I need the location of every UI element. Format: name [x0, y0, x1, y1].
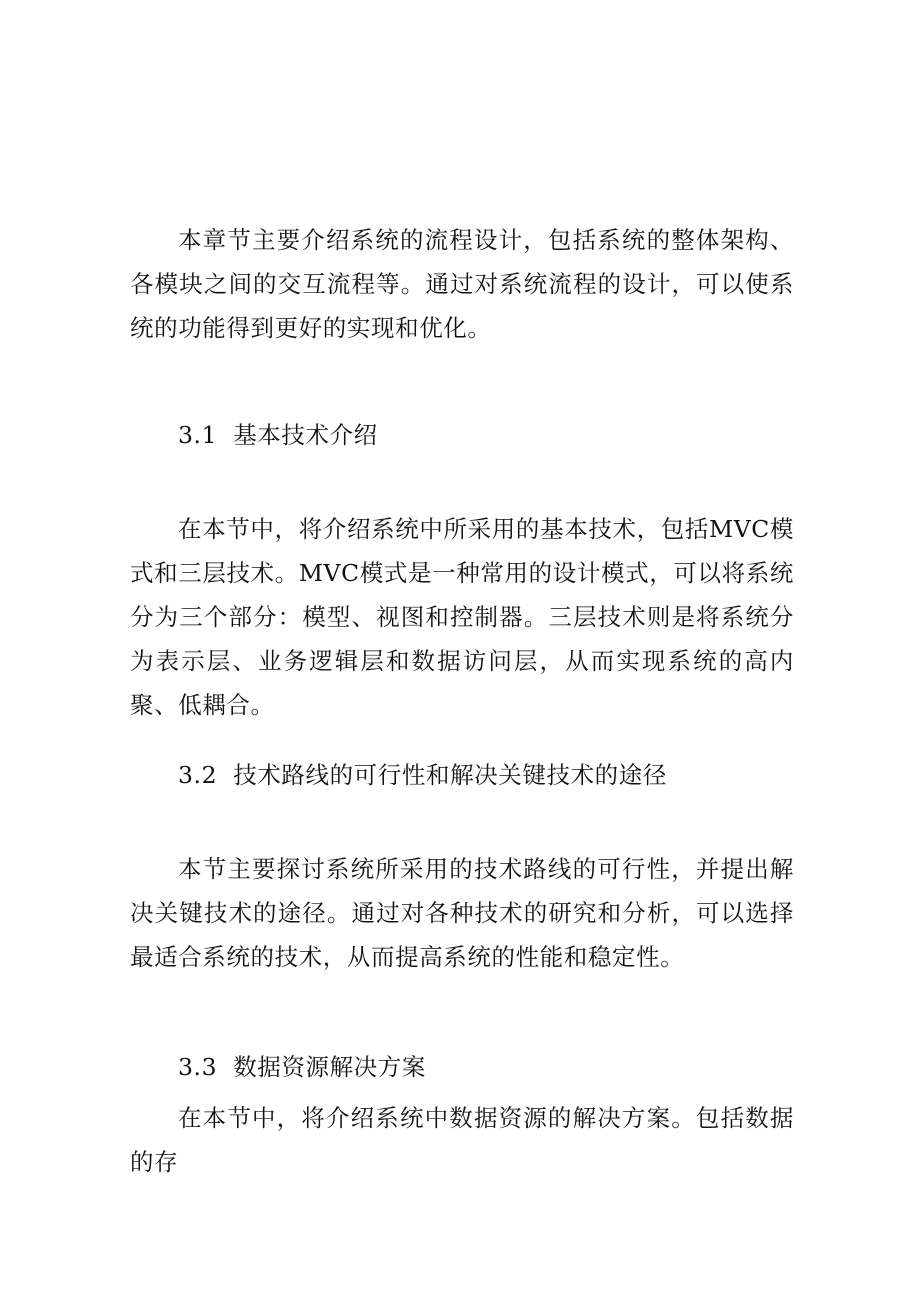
section-3-2-number: 3.2: [178, 761, 218, 789]
section-3-3-heading: [178, 1052, 426, 1082]
section-3-1-heading: [178, 420, 378, 450]
section-3-1-number: 3.1: [178, 421, 218, 449]
section-3-3-number: 3.3: [178, 1053, 218, 1081]
section-3-3-body: 在本节中，将介绍系统中数据资源的解决方案。包括数据的存: [130, 1104, 794, 1176]
intro-paragraph: 本章节主要介绍系统的流程设计，包括系统的整体架构、各模块之间的交互流程等。通过对系统流程的设计，可以使系统的功能得到更好的实现和优化。: [130, 226, 794, 342]
section-3-2-title: 技术路线的可行性和解决关键技术的途径: [233, 761, 667, 789]
section-3-1-body: 在本节中，将介绍系统中所采用的基本技术，包括MVC模式和三层技术。MVC模式是一种常用的设计模式，可以将系统分为三个部分：模型、视图和控制器。三层技术则是将系统分为表示层、业务逻辑层和数据访问层，从而实现系统的高内聚、低耦合。: [130, 515, 794, 719]
section-3-3-title: 数据资源解决方案: [233, 1053, 426, 1081]
section-3-2-body: 本节主要探讨系统所采用的技术路线的可行性，并提出解决关键技术的途径。通过对各种技术的研究和分析，可以选择最适合系统的技术，从而提高系统的性能和稳定性。: [130, 855, 794, 971]
section-3-1-title: 基本技术介绍: [233, 421, 378, 449]
section-3-2-heading: [178, 760, 667, 790]
